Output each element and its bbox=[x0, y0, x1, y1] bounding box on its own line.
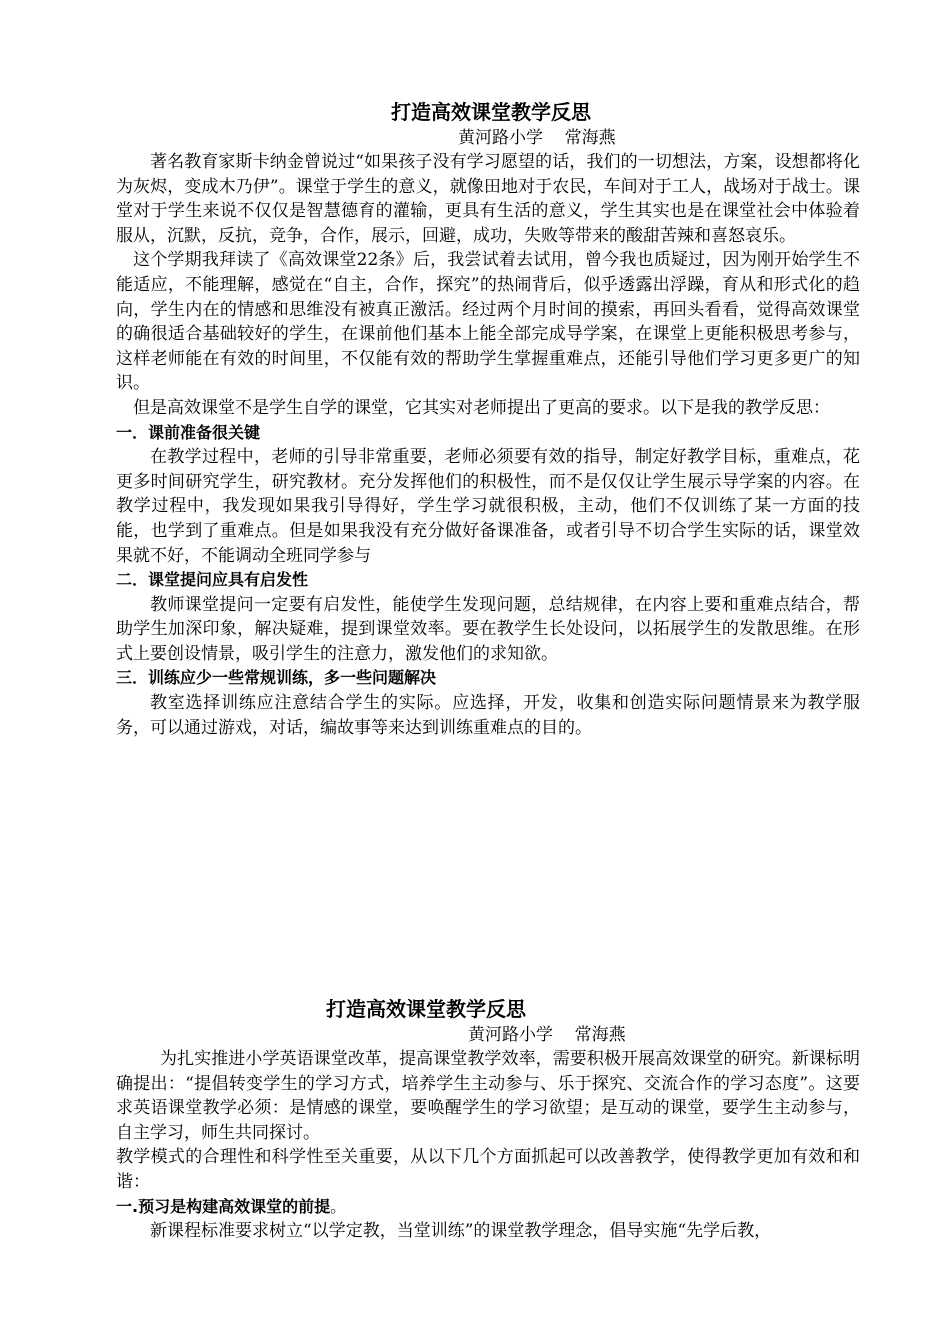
article-2 bbox=[116, 995, 860, 1244]
section-heading-3: 三．训练应少一些常规训练，多一些问题解决 bbox=[116, 668, 437, 688]
section-text-2: 教师课堂提问一定要有启发性，能使学生发现问题，总结规律，在内容上要和重难点结合，帮助学生加深印象，解决疑难，提到课堂效率。要在教学生长处设问，以拓展学生的发散思维。在形式上要创设情景，吸引学生的注意力，激发他们的求知欲。 bbox=[116, 594, 860, 664]
article-1-paragraph-3: 但是高效课堂不是学生自学的课堂，它其实对老师提出了更高的要求。以下是我的教学反思： bbox=[133, 397, 830, 418]
article-2-paragraph-2: 教学模式的合理性和科学性至关重要，从以下几个方面抓起可以改善教学，使得教学更加有效和和谐： bbox=[116, 1147, 860, 1192]
section-text-3: 教室选择训练应注意结合学生的实际。应选择，开发，收集和创造实际问题情景来为教学服务，可以通过游戏，对话，编故事等来达到训练重难点的目的。 bbox=[116, 693, 860, 738]
article-2-heading-1-text: 一.预习是构建高效课堂的前提 bbox=[116, 1196, 331, 1216]
article-1-paragraph-1: 著名教育家斯卡纳金曾说过“如果孩子没有学习愿望的话，我们的一切想法，方案，设想都将化为灰烬，变成木乃伊”。课堂于学生的意义，就像田地对于农民，车间对于工人，战场对于战士。课堂对于学生来说不仅仅是智慧德育的灌输，更具有生活的意义，学生其实也是在课堂社会中体验着服从，沉默，反抗，竞争，合作，展示，回避，成功，失败等带来的酸甜苦辣和喜怒哀乐。 bbox=[116, 152, 860, 246]
article-2-paragraph-3: 新课程标准要求树立“以学定教，当堂训练”的课堂教学理念，倡导实施“先学后教， bbox=[150, 1221, 772, 1242]
article-2-author: 黄河路小学 常海燕 bbox=[468, 1025, 626, 1045]
article-2-title: 打造高效课堂教学反思 bbox=[326, 997, 526, 1021]
section-heading-1: 一．课前准备很关键 bbox=[116, 422, 261, 442]
section-text-1: 在教学过程中，老师的引导非常重要，老师必须要有效的指导，制定好教学目标，重难点，花更多时间研究学生，研究教材。充分发挥他们的积极性，而不是仅仅让学生展示导学案的内容。在教学过程中，我发现如果我引导得好，学生学习就很积极，主动，他们不仅训练了某一方面的技能，也学到了重难点。但是如果我没有充分做好备课准备，或者引导不切合学生实际的话，课堂效果就不好，不能调动全班同学参与 bbox=[116, 447, 860, 566]
article-2-paragraph-1: 为扎实推进小学英语课堂改革，提高课堂教学效率，需要积极开展高效课堂的研究。新课标明确提出：“提倡转变学生的学习方式，培养学生主动参与、乐于探究、交流合作的学习态度”。这要求英语课堂教学必须：是情感的课堂，要唤醒学生的学习欲望；是互动的课堂，要学生主动参与，自主学习，师生共同探讨。 bbox=[116, 1049, 860, 1143]
article-2-heading-1 bbox=[116, 1195, 860, 1220]
article-2-heading-1-suffix: 。 bbox=[330, 1196, 347, 1216]
article-1-paragraph-2: 这个学期我拜读了《高效课堂22条》后，我尝试着去试用，曾今我也质疑过，因为刚开始学生不能适应，不能理解，感觉在“自主，合作，探究”的热闹背后，似乎透露出浮躁，育从和形式化的趋向，学生内在的情感和思维没有被真正激活。经过两个月时间的摸索，再回头看看，觉得高效课堂的确很适合基础较好的学生，在课前他们基本上能全部完成导学案，在课堂上更能积极思考参与，这样老师能在有效的时间里，不仅能有效的帮助学生掌握重难点，还能引导他们学习更多更广的知识。 bbox=[116, 250, 860, 394]
section-heading-2: 二．课堂提问应具有启发性 bbox=[116, 570, 309, 590]
article-1-author: 黄河路小学 常海燕 bbox=[458, 128, 616, 148]
article-1-title: 打造高效课堂教学反思 bbox=[391, 100, 591, 124]
article-1 bbox=[116, 98, 860, 740]
